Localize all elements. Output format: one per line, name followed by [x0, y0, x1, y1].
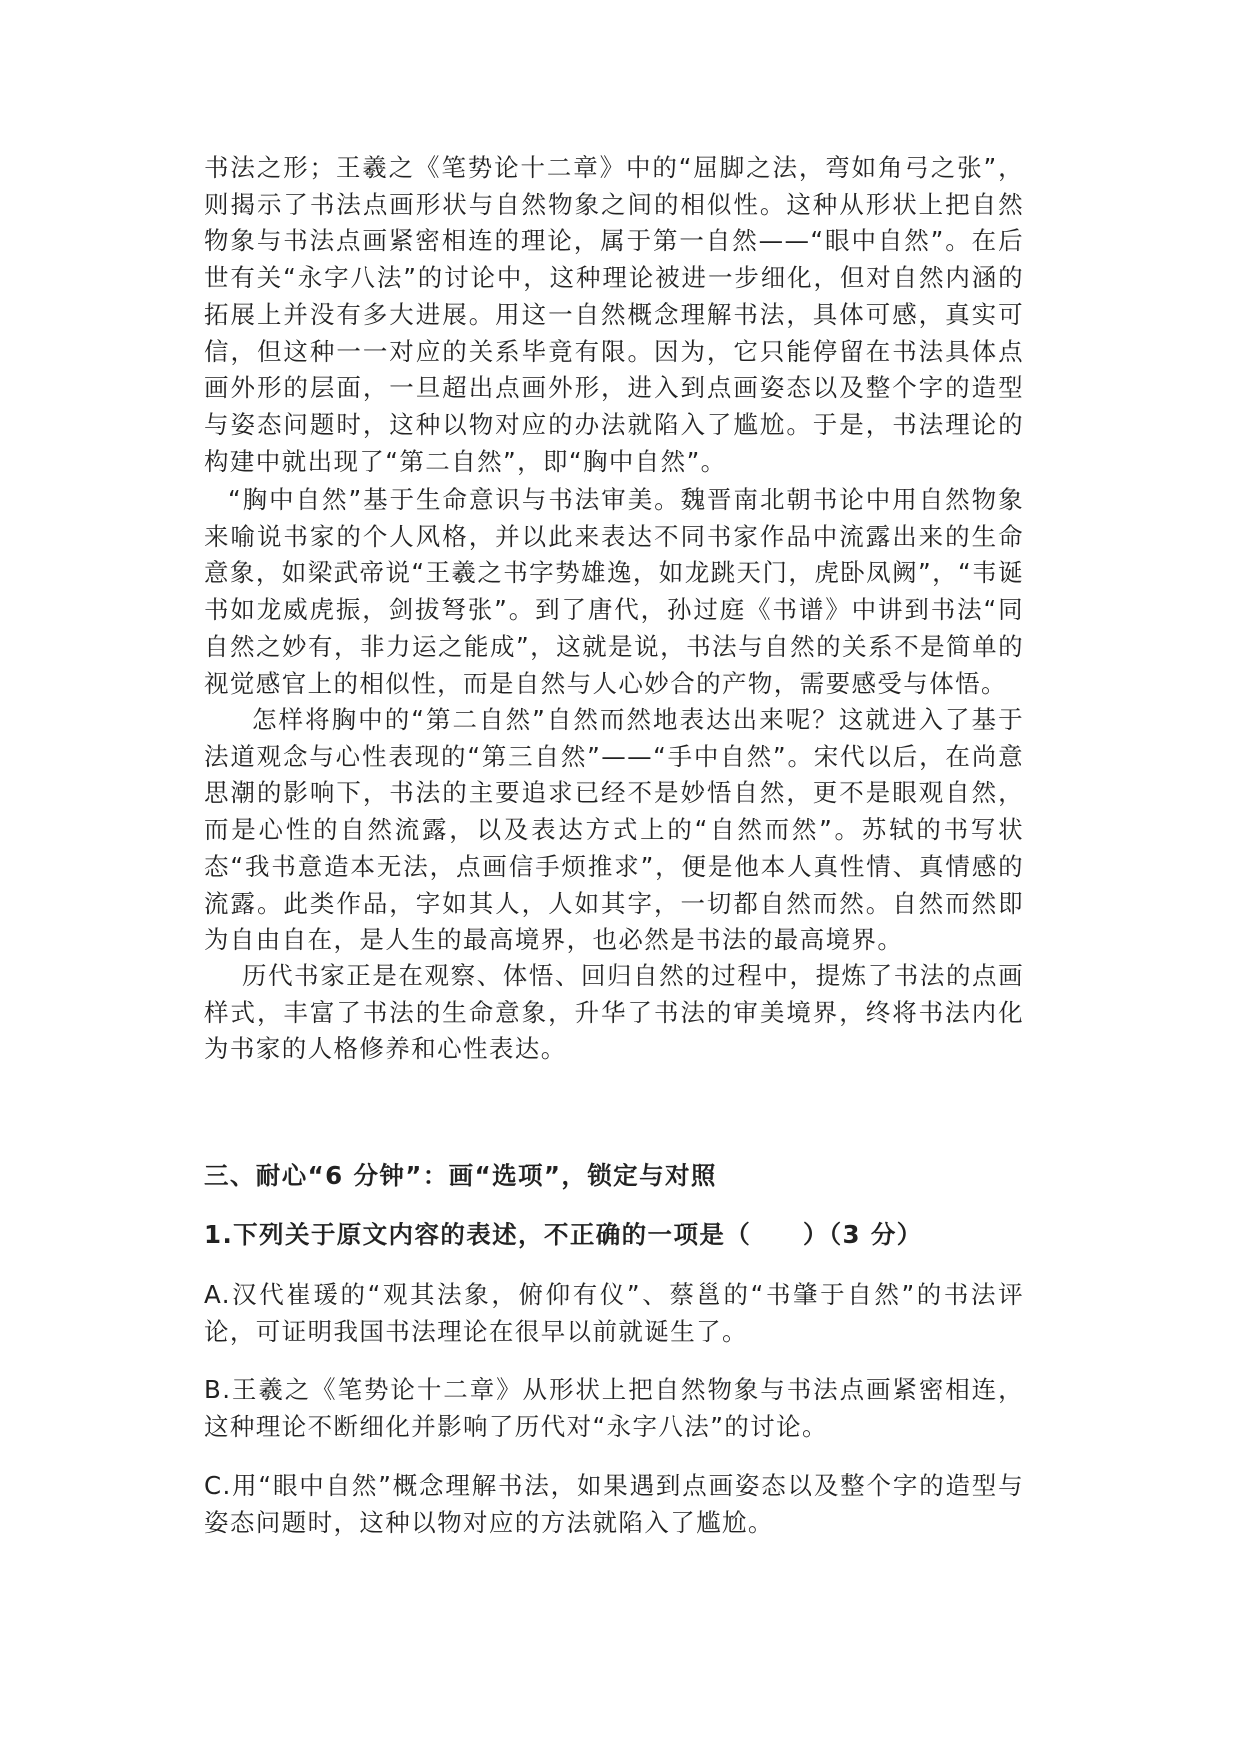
- passage-paragraph-2: “胸中自然”基于生命意识与书法审美。魏晋南北朝书论中用自然物象来喻说书家的个人风格，并以此来表达不同书家作品中流露出来的生命意象，如梁武帝说“王羲之书字势雄逸，如龙跳天门，虎卧凤阙”，“韦诞书如龙威虎振，剑拔弩张”。到了唐代，孙过庭《书谱》中讲到书法“同自然之妙有，非力运之能成”，这就是说，书法与自然的关系不是简单的视觉感官上的相似性，而是自然与人心妙合的产物，需要感受与体悟。: [204, 485, 1024, 698]
- option-b: B.王羲之《笔势论十二章》从形状上把自然物象与书法点画紧密相连，这种理论不断细化并影响了历代对“永字八法”的讨论。: [204, 1375, 1024, 1441]
- section-heading: 三、耐心“6 分钟”：画“选项”，锁定与对照: [204, 1161, 717, 1190]
- passage-paragraph-3: 怎样将胸中的“第二自然”自然而然地表达出来呢？这就进入了基于法道观念与心性表现的“第三自然”——“手中自然”。宋代以后，在尚意思潮的影响下，书法的主要追求已经不是妙悟自然，更不是眼观自然，而是心性的自然流露，以及表达方式上的“自然而然”。苏轼的书写状态“我书意造本无法，点画信手烦推求”，便是他本人真性情、真情感的流露。此类作品，字如其人，人如其字，一切都自然而然。自然而然即为自由自在，是人生的最高境界，也必然是书法的最高境界。: [204, 705, 1024, 955]
- question-stem: 1.下列关于原文内容的表述，不正确的一项是（ ）（3 分）: [204, 1220, 923, 1249]
- passage-paragraph-1: 书法之形；王羲之《笔势论十二章》中的“屈脚之法，弯如角弓之张”，则揭示了书法点画形状与自然物象之间的相似性。这种从形状上把自然物象与书法点画紧密相连的理论，属于第一自然——“眼中自然”。在后世有关“永字八法”的讨论中，这种理论被进一步细化，但对自然内涵的拓展上并没有多大进展。用这一自然概念理解书法，具体可感，真实可信，但这种一一对应的关系毕竟有限。因为，它只能停留在书法具体点画外形的层面，一旦超出点画外形，进入到点画姿态以及整个字的造型与姿态问题时，这种以物对应的办法就陷入了尴尬。于是，书法理论的构建中就出现了“第二自然”，即“胸中自然”。: [204, 153, 1024, 476]
- option-c: C.用“眼中自然”概念理解书法，如果遇到点画姿态以及整个字的造型与姿态问题时，这种以物对应的方法就陷入了尴尬。: [204, 1471, 1024, 1537]
- option-a: A.汉代崔瑗的“观其法象，俯仰有仪”、蔡邕的“书肇于自然”的书法评论，可证明我国书法理论在很早以前就诞生了。: [204, 1280, 1024, 1346]
- passage-paragraph-4: 历代书家正是在观察、体悟、回归自然的过程中，提炼了书法的点画样式，丰富了书法的生命意象，升华了书法的审美境界，终将书法内化为书家的人格修养和心性表达。: [204, 961, 1024, 1064]
